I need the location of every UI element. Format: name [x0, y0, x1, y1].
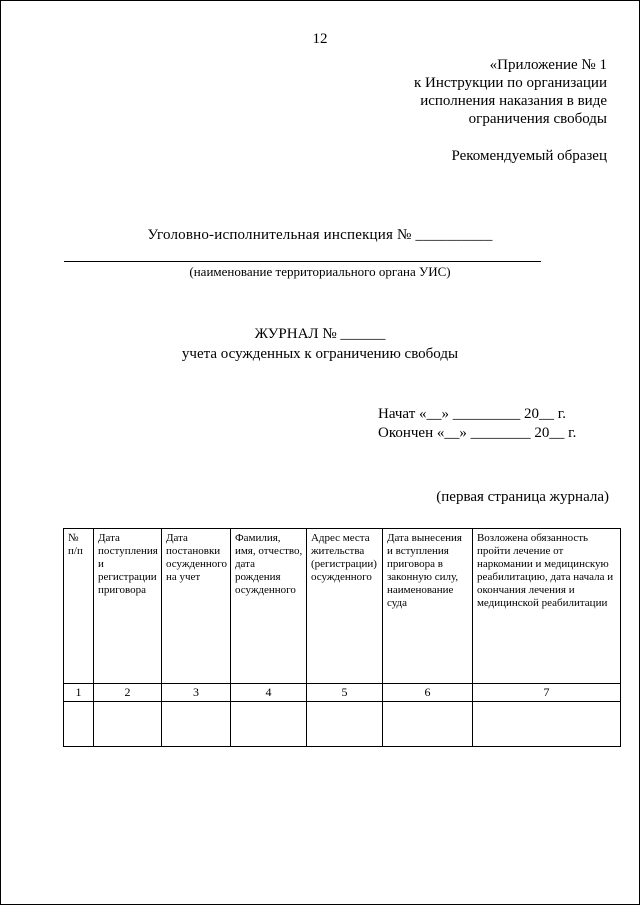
journal-title: ЖУРНАЛ № ______: [254, 326, 386, 342]
table-empty-cell: [230, 702, 306, 747]
table-empty-cell: [94, 702, 162, 747]
table-header-cell: Фамилия, имя, отчество, дата рождения осужденного: [230, 529, 306, 684]
journal-subtitle: учета осужденных к ограничению свободы: [181, 346, 459, 362]
org-name-caption: (наименование территориального органа УИС): [189, 264, 451, 279]
table-empty-row: [64, 702, 621, 747]
table-header-row: [64, 529, 621, 684]
appendix-line: исполнения наказания в виде: [420, 93, 607, 109]
table-header-cell: Дата поступления и регистрации приговора: [94, 529, 162, 684]
recommended-sample-note: Рекомендуемый образец: [451, 148, 607, 164]
table-header-cell: Возложена обязанность пройти лечение от наркомании и медицинскую реабилитацию, дата начала и окончания лечения и медицинской реабилитации: [472, 529, 620, 684]
appendix-line: ограничения свободы: [468, 111, 607, 127]
table-header-cell: № п/п: [64, 529, 94, 684]
table-header-cell: Адрес места жительства (регистрации) осужденного: [306, 529, 382, 684]
table-empty-cell: [382, 702, 472, 747]
table-number-cell: 5: [306, 684, 382, 702]
table-column-number-row: [64, 684, 621, 702]
first-page-note: (первая страница журнала): [436, 489, 609, 505]
table-number-cell: 1: [64, 684, 94, 702]
appendix-line: к Инструкции по организации: [413, 75, 607, 91]
table-number-cell: 6: [382, 684, 472, 702]
table-header-cell: Дата постановки осужденного на учет: [162, 529, 231, 684]
org-name-blank-line: [64, 261, 541, 262]
inspection-title: Уголовно-исполнительная инспекция № __________: [147, 227, 493, 243]
journal-dates-block: [378, 405, 639, 443]
table-empty-cell: [64, 702, 94, 747]
table-empty-cell: [162, 702, 231, 747]
finished-line: Окончен «__» ________ 20__ г.: [378, 425, 577, 441]
table-empty-cell: [472, 702, 620, 747]
table-empty-cell: [306, 702, 382, 747]
table-number-cell: 4: [230, 684, 306, 702]
table-number-cell: 3: [162, 684, 231, 702]
journal-table: [63, 528, 621, 747]
table-header-cell: Дата вынесения и вступления приговора в законную силу, наименование суда: [382, 529, 472, 684]
page-number: 12: [312, 31, 328, 47]
appendix-line: «Приложение № 1: [489, 57, 607, 73]
table-number-cell: 7: [472, 684, 620, 702]
started-line: Начат «__» _________ 20__ г.: [378, 406, 566, 422]
table-number-cell: 2: [94, 684, 162, 702]
appendix-block: [1, 56, 607, 128]
